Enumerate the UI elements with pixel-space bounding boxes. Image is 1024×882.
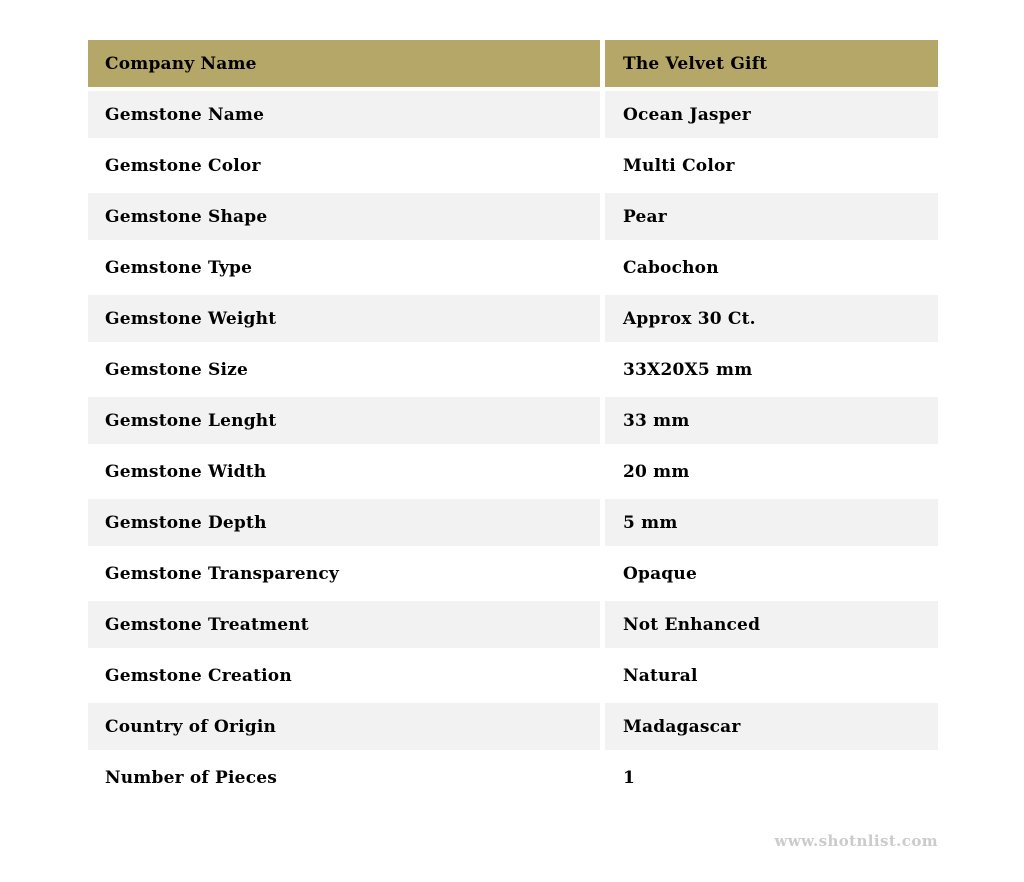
table-row <box>88 499 938 546</box>
header-row <box>88 40 938 87</box>
row-value: 5 mm <box>605 499 938 546</box>
row-value: Opaque <box>605 550 938 597</box>
row-label: Gemstone Type <box>88 244 600 291</box>
table-row <box>88 193 938 240</box>
table-row <box>88 652 938 699</box>
gemstone-spec-table <box>83 36 943 805</box>
table-row <box>88 448 938 495</box>
row-value: Cabochon <box>605 244 938 291</box>
table-row <box>88 295 938 342</box>
row-value: 1 <box>605 754 938 801</box>
row-label: Country of Origin <box>88 703 600 750</box>
row-value: Ocean Jasper <box>605 91 938 138</box>
table-row <box>88 754 938 801</box>
row-value: Not Enhanced <box>605 601 938 648</box>
row-label: Gemstone Transparency <box>88 550 600 597</box>
row-label: Gemstone Weight <box>88 295 600 342</box>
table-row <box>88 397 938 444</box>
table-row <box>88 550 938 597</box>
row-value: Natural <box>605 652 938 699</box>
row-value: Approx 30 Ct. <box>605 295 938 342</box>
table-row <box>88 601 938 648</box>
row-value: Madagascar <box>605 703 938 750</box>
row-label: Gemstone Treatment <box>88 601 600 648</box>
row-value: 20 mm <box>605 448 938 495</box>
row-label: Gemstone Name <box>88 91 600 138</box>
row-label: Gemstone Size <box>88 346 600 393</box>
row-label: Gemstone Creation <box>88 652 600 699</box>
row-label: Gemstone Width <box>88 448 600 495</box>
row-label: Number of Pieces <box>88 754 600 801</box>
watermark-text: www.shotnlist.com <box>774 832 938 850</box>
table-row <box>88 703 938 750</box>
row-label: Gemstone Depth <box>88 499 600 546</box>
table-row <box>88 142 938 189</box>
row-label: Gemstone Color <box>88 142 600 189</box>
table-row <box>88 346 938 393</box>
header-company-value-cell: The Velvet Gift <box>605 40 938 87</box>
row-value: 33X20X5 mm <box>605 346 938 393</box>
table-row <box>88 244 938 291</box>
row-label: Gemstone Shape <box>88 193 600 240</box>
row-label: Gemstone Lenght <box>88 397 600 444</box>
row-value: Pear <box>605 193 938 240</box>
row-value: 33 mm <box>605 397 938 444</box>
table-row <box>88 91 938 138</box>
header-company-name-cell: Company Name <box>88 40 600 87</box>
row-value: Multi Color <box>605 142 938 189</box>
